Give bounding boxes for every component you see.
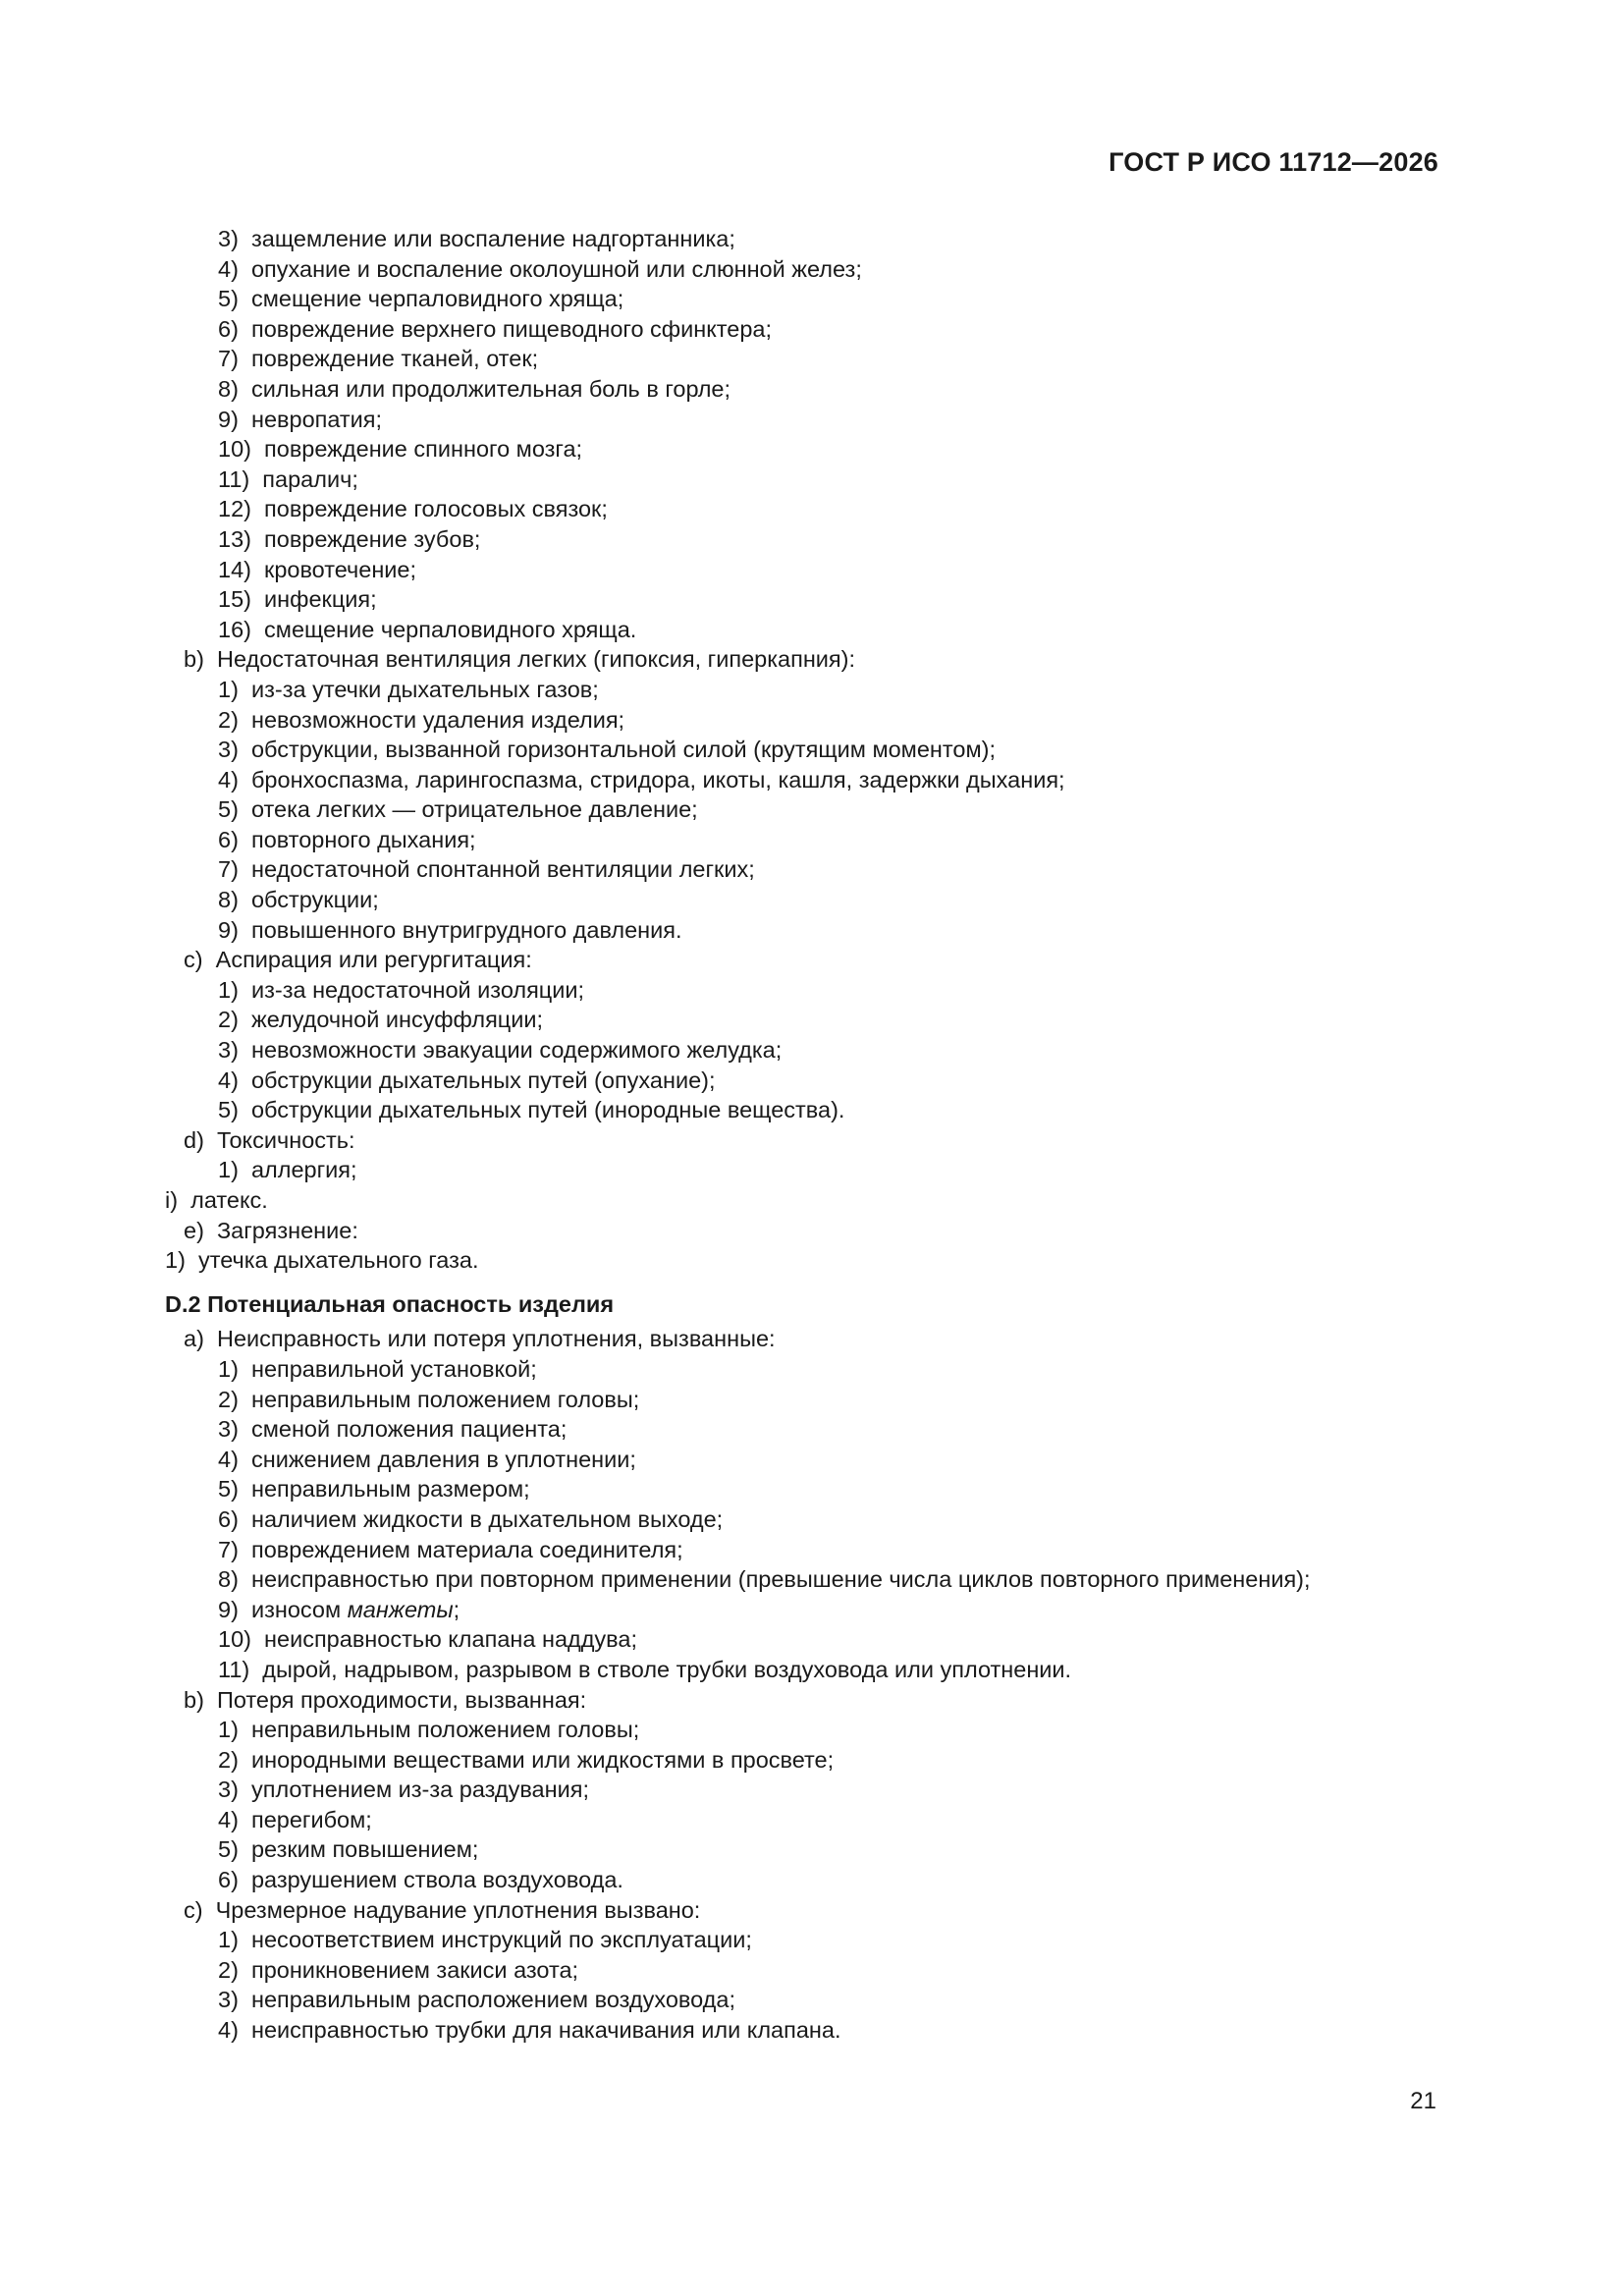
list-item-text: Потеря проходимости, вызванная: — [216, 1686, 587, 1713]
list-item — [0, 314, 1623, 345]
list-item-number: 2) — [218, 1386, 239, 1412]
list-item-number: 10) — [218, 436, 251, 463]
list-item — [0, 1955, 1623, 1986]
list-item-number: 5) — [218, 1836, 239, 1863]
list-item — [0, 344, 1623, 374]
list-item-text: повреждение зубов; — [264, 525, 481, 552]
list-item — [0, 825, 1623, 855]
list-item-text: обструкции дыхательных путей (инородные вещества). — [250, 1097, 845, 1123]
list-item-text: проникновением закиси азота; — [250, 1956, 579, 1983]
list-item-text: смещение черпаловидного хряща. — [264, 616, 637, 642]
list-item-number: i) — [165, 1187, 179, 1213]
list-item-number: 10) — [218, 1626, 251, 1653]
list-item — [0, 465, 1623, 495]
list-item-text: повреждение тканей, отек; — [250, 346, 539, 372]
list-item — [0, 1715, 1623, 1745]
list-item — [0, 494, 1623, 524]
list-item-text: кровотечение; — [264, 556, 417, 582]
list-item-number: 3) — [218, 1416, 239, 1443]
list-item-text: обструкции; — [250, 887, 379, 913]
list-item — [0, 524, 1623, 555]
list-item-number: 7) — [218, 856, 239, 883]
list-item-number: 4) — [218, 255, 239, 282]
list-item-number: 1) — [218, 1927, 239, 1953]
list-item-text: из-за утечки дыхательных газов; — [250, 676, 599, 702]
list-item — [0, 1564, 1623, 1595]
list-item-number: 6) — [218, 315, 239, 342]
list-item-text: неправильным расположением воздуховода; — [250, 1987, 735, 2013]
list-item — [0, 1414, 1623, 1445]
list-item-text: недостаточной спонтанной вентиляции легких; — [250, 856, 755, 883]
list-item-number: 5) — [218, 286, 239, 312]
list-item-number: 9) — [218, 916, 239, 943]
list-item-text: повреждение спинного мозга; — [264, 436, 583, 463]
list-item-number: 2) — [218, 1746, 239, 1773]
list-item-number: 1) — [218, 1157, 239, 1183]
list-item — [0, 675, 1623, 705]
list-item-text: сильная или продолжительная боль в горле; — [250, 375, 731, 402]
list-item — [0, 374, 1623, 405]
list-item-number: 6) — [218, 826, 239, 852]
list-item — [0, 765, 1623, 795]
list-item-text: сменой положения пациента; — [250, 1416, 568, 1443]
list-item — [0, 1155, 1623, 1185]
list-item — [0, 1865, 1623, 1895]
list-item-number: 6) — [218, 1505, 239, 1532]
list-item — [0, 584, 1623, 615]
list-item-number: 5) — [218, 1097, 239, 1123]
list-item-text: невозможности эвакуации содержимого желудка; — [250, 1037, 783, 1064]
list-item — [0, 915, 1623, 946]
list-item-text: неисправностью трубки для накачивания или клапана. — [250, 2017, 841, 2044]
list-item-number: 8) — [218, 375, 239, 402]
list-item — [0, 1834, 1623, 1865]
list-item-number: 4) — [218, 2017, 239, 2044]
list-item-number: 3) — [218, 737, 239, 763]
list-item-number: e) — [184, 1217, 204, 1243]
list-section-item — [0, 1324, 1623, 1354]
document-body — [0, 224, 1623, 2046]
list-item-emphasis: манжеты — [347, 1596, 454, 1622]
list-item — [0, 1066, 1623, 1096]
list-section-item — [0, 1125, 1623, 1156]
list-item-text: Недостаточная вентиляция легких (гипоксия, гиперкапния): — [216, 646, 856, 673]
list-item — [0, 1474, 1623, 1504]
list-item — [0, 254, 1623, 285]
page-number: 21 — [1410, 2088, 1436, 2114]
list-section-item — [0, 945, 1623, 975]
list-item-number: 16) — [218, 616, 251, 642]
list-item — [0, 1535, 1623, 1565]
list-item-text: Неисправность или потеря уплотнения, вызванные: — [216, 1326, 776, 1352]
list-item-text: неправильной установкой; — [250, 1355, 537, 1382]
list-item-number: 1) — [218, 1717, 239, 1743]
list-item — [0, 1775, 1623, 1805]
list-item — [0, 1354, 1623, 1385]
list-item — [0, 1504, 1623, 1535]
list-section-item — [0, 1216, 1623, 1246]
list-item-number: 3) — [218, 1777, 239, 1803]
list-item-number: 7) — [218, 346, 239, 372]
list-item-number: c) — [184, 947, 203, 973]
list-item-text: неправильным положением головы; — [250, 1386, 640, 1412]
list-item-number: 1) — [218, 676, 239, 702]
list-item-number: 4) — [218, 1806, 239, 1832]
list-item — [0, 1095, 1623, 1125]
list-item-text: невропатия; — [250, 406, 383, 432]
list-item-number: 1) — [218, 1355, 239, 1382]
list-item-number: 8) — [218, 887, 239, 913]
list-item-text: защемление или воспаление надгортанника; — [250, 226, 735, 251]
list-item — [0, 975, 1623, 1006]
list-section-item — [0, 1895, 1623, 1926]
list-item-text: инородными веществами или жидкостями в просвете; — [250, 1746, 835, 1773]
list-item-text: Токсичность: — [216, 1126, 355, 1153]
list-item-text: Загрязнение: — [216, 1217, 358, 1243]
list-item-number: 2) — [218, 706, 239, 733]
list-item — [0, 1624, 1623, 1655]
list-item — [0, 1245, 1623, 1276]
list-item-number: d) — [184, 1126, 204, 1153]
list-item — [0, 705, 1623, 736]
list-item — [0, 405, 1623, 435]
list-item-text: Аспирация или регургитация: — [215, 947, 532, 973]
list-item-number: 14) — [218, 556, 251, 582]
list-item — [0, 2015, 1623, 2046]
list-item — [0, 1805, 1623, 1835]
list-item-number: 12) — [218, 496, 251, 522]
list-item-number: 1) — [218, 976, 239, 1003]
document-standard-id: ГОСТ Р ИСО 11712—2026 — [1109, 147, 1438, 177]
list-item — [0, 224, 1623, 254]
list-item-number: 11) — [218, 1656, 250, 1682]
section-heading-d2: D.2 Потенциальная опасность изделия — [165, 1290, 615, 1317]
list-item — [0, 1745, 1623, 1776]
list-item-text: снижением давления в уплотнении; — [250, 1446, 636, 1472]
list-item-number: 15) — [218, 586, 251, 613]
list-item-number: 3) — [218, 1037, 239, 1064]
list-item — [0, 1035, 1623, 1066]
list-item-text: Чрезмерное надувание уплотнения вызвано: — [215, 1896, 701, 1923]
list-item — [0, 854, 1623, 885]
list-item — [0, 794, 1623, 825]
list-item-text: смещение черпаловидного хряща; — [250, 286, 624, 312]
list-item-text: обструкции, вызванной горизонтальной силой (крутящим моментом); — [250, 737, 996, 763]
list-item-text: повреждение верхнего пищеводного сфинктера; — [250, 315, 773, 342]
list-item-number: 1) — [165, 1247, 186, 1274]
list-item-text: уплотнением из-за раздувания; — [250, 1777, 589, 1803]
list-item-text: повышенного внутригрудного давления. — [250, 916, 682, 943]
list-item-text: несоответствием инструкций по эксплуатации; — [250, 1927, 752, 1953]
list-item-text: повторного дыхания; — [250, 826, 476, 852]
list-item-text: перегибом; — [250, 1806, 372, 1832]
list-item-text: бронхоспазма, ларингоспазма, стридора, икоты, кашля, задержки дыхания; — [250, 766, 1065, 793]
list-item-text: дырой, надрывом, разрывом в стволе трубки воздуховода или уплотнении. — [262, 1656, 1072, 1682]
list-item-number: 5) — [218, 796, 239, 823]
list-item-number: b) — [184, 1686, 204, 1713]
list-section-item — [0, 1685, 1623, 1716]
list-item-text: невозможности удаления изделия; — [250, 706, 625, 733]
list-item-number: c) — [184, 1896, 203, 1923]
list-item-number: 9) — [218, 1596, 239, 1622]
hazard-list-continued — [0, 224, 1623, 1276]
list-item-number: 4) — [218, 766, 239, 793]
list-item — [0, 555, 1623, 585]
list-item-text: инфекция; — [264, 586, 377, 613]
list-item — [0, 735, 1623, 765]
list-item-text: повреждением материала соединителя; — [250, 1536, 683, 1562]
list-item-number: 2) — [218, 1007, 239, 1033]
list-item-text: разрушением ствола воздуховода. — [250, 1867, 623, 1893]
list-item-number: 3) — [218, 1987, 239, 2013]
list-item — [0, 434, 1623, 465]
list-item-text: резким повышением; — [250, 1836, 479, 1863]
list-item-text: повреждение голосовых связок; — [264, 496, 608, 522]
list-item — [0, 885, 1623, 915]
list-item — [0, 1985, 1623, 2015]
list-item-number: 5) — [218, 1476, 239, 1503]
list-item-text: отека легких — отрицательное давление; — [250, 796, 698, 823]
list-section-item — [0, 644, 1623, 675]
list-item-number: a) — [184, 1326, 204, 1352]
list-item — [0, 1595, 1623, 1625]
list-item — [0, 615, 1623, 645]
list-item-text: обструкции дыхательных путей (опухание); — [250, 1066, 716, 1093]
list-item-text: неисправностью при повторном применении (превышение числа циклов повторного применения); — [250, 1566, 1311, 1593]
list-item — [0, 1925, 1623, 1955]
list-item-number: 11) — [218, 465, 250, 492]
list-item — [0, 1445, 1623, 1475]
list-item-text: утечка дыхательного газа. — [197, 1247, 479, 1274]
list-item-number: 4) — [218, 1066, 239, 1093]
list-item-number: 13) — [218, 525, 251, 552]
list-item-number: 3) — [218, 226, 239, 251]
list-item-number: b) — [184, 646, 204, 673]
list-item-text: износом — [250, 1596, 348, 1622]
list-item-text: аллергия; — [250, 1157, 357, 1183]
list-item-number: 7) — [218, 1536, 239, 1562]
list-item — [0, 1005, 1623, 1035]
list-item — [0, 1185, 1623, 1216]
list-item-text: из-за недостаточной изоляции; — [250, 976, 585, 1003]
list-item-text: наличием жидкости в дыхательном выходе; — [250, 1505, 724, 1532]
list-item-number: 8) — [218, 1566, 239, 1593]
list-item-number: 2) — [218, 1956, 239, 1983]
list-item-number: 6) — [218, 1867, 239, 1893]
list-item — [0, 1655, 1623, 1685]
list-item — [0, 1385, 1623, 1415]
list-item-text: неисправностью клапана наддува; — [264, 1626, 638, 1653]
device-hazard-list — [0, 1324, 1623, 2045]
list-item-number: 9) — [218, 406, 239, 432]
list-item-number: 4) — [218, 1446, 239, 1472]
list-item-text: неправильным размером; — [250, 1476, 530, 1503]
list-item-punctuation: ; — [453, 1596, 460, 1622]
list-item-text: латекс. — [190, 1187, 268, 1213]
list-item-text: паралич; — [262, 465, 358, 492]
list-item-text: неправильным положением головы; — [250, 1717, 640, 1743]
list-item — [0, 284, 1623, 314]
list-item-text: желудочной инсуффляции; — [250, 1007, 544, 1033]
list-item-text: опухание и воспаление околоушной или слюнной желез; — [250, 255, 862, 282]
